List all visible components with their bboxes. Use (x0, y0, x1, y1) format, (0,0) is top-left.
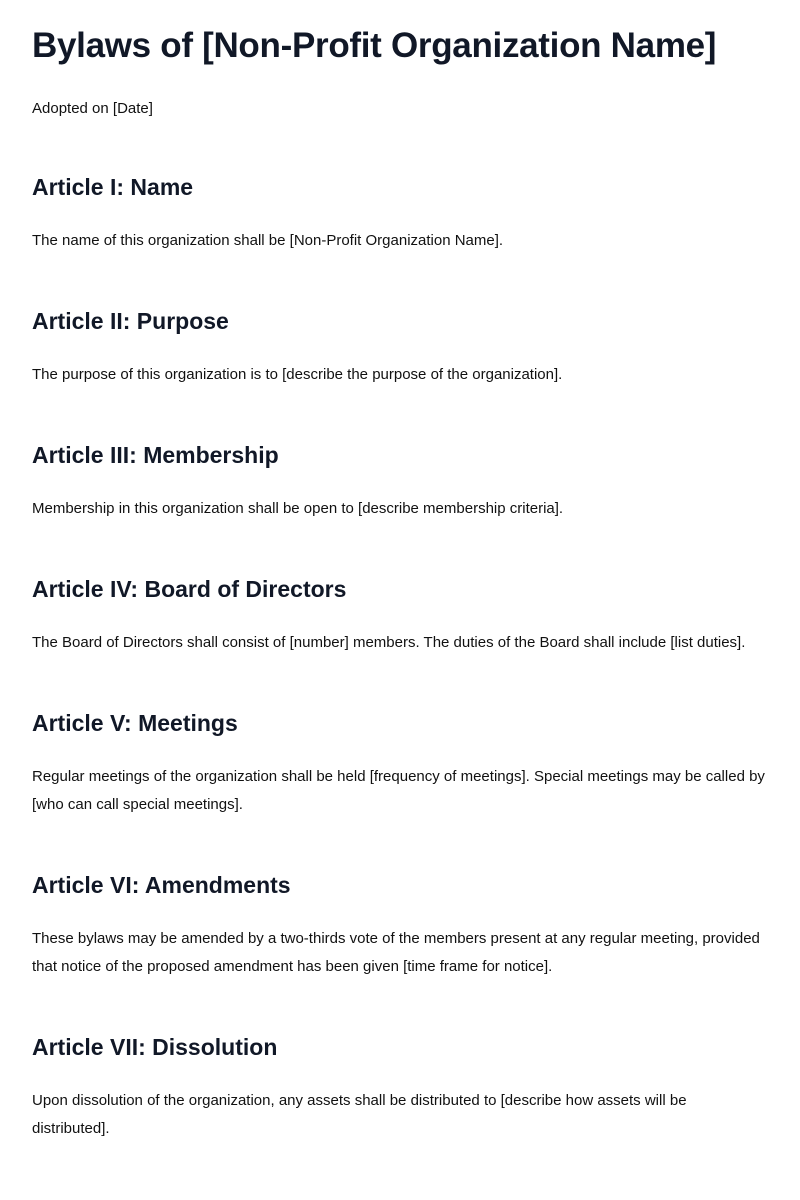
article-heading: Article IV: Board of Directors (32, 576, 347, 602)
article-section-board (32, 575, 768, 657)
article-body: The purpose of this organization is to [describe the purpose of the organization]. (32, 366, 563, 383)
article-body: These bylaws may be amended by a two-thirds vote of the members present at any regular meeting, provided that notice of the proposed amendment has been given [time frame for notice]. (32, 930, 760, 975)
article-section-dissolution (32, 1033, 768, 1143)
article-heading: Article VII: Dissolution (32, 1034, 278, 1060)
article-section-name (32, 173, 768, 255)
article-body: The name of this organization shall be [Non-Profit Organization Name]. (32, 232, 504, 249)
article-heading: Article II: Purpose (32, 308, 229, 334)
article-section-purpose (32, 307, 768, 389)
article-heading: Article I: Name (32, 174, 194, 200)
article-body: Regular meetings of the organization shall be held [frequency of meetings]. Special meetings may be called by [who can call special meetings]. (32, 768, 765, 813)
article-heading: Article V: Meetings (32, 710, 238, 736)
article-body: Membership in this organization shall be open to [describe membership criteria]. (32, 500, 564, 517)
article-section-amendments (32, 871, 768, 981)
document-title: Bylaws of [Non-Profit Organization Name] (32, 26, 717, 65)
adopted-date: Adopted on [Date] (32, 100, 153, 117)
article-body: Upon dissolution of the organization, any assets shall be distributed to [describe how assets will be distributed]. (32, 1092, 687, 1137)
article-body: The Board of Directors shall consist of [number] members. The duties of the Board shall include [list duties]. (32, 634, 746, 651)
article-heading: Article III: Membership (32, 442, 279, 468)
article-section-membership (32, 441, 768, 523)
article-section-meetings (32, 709, 768, 819)
article-heading: Article VI: Amendments (32, 872, 291, 898)
